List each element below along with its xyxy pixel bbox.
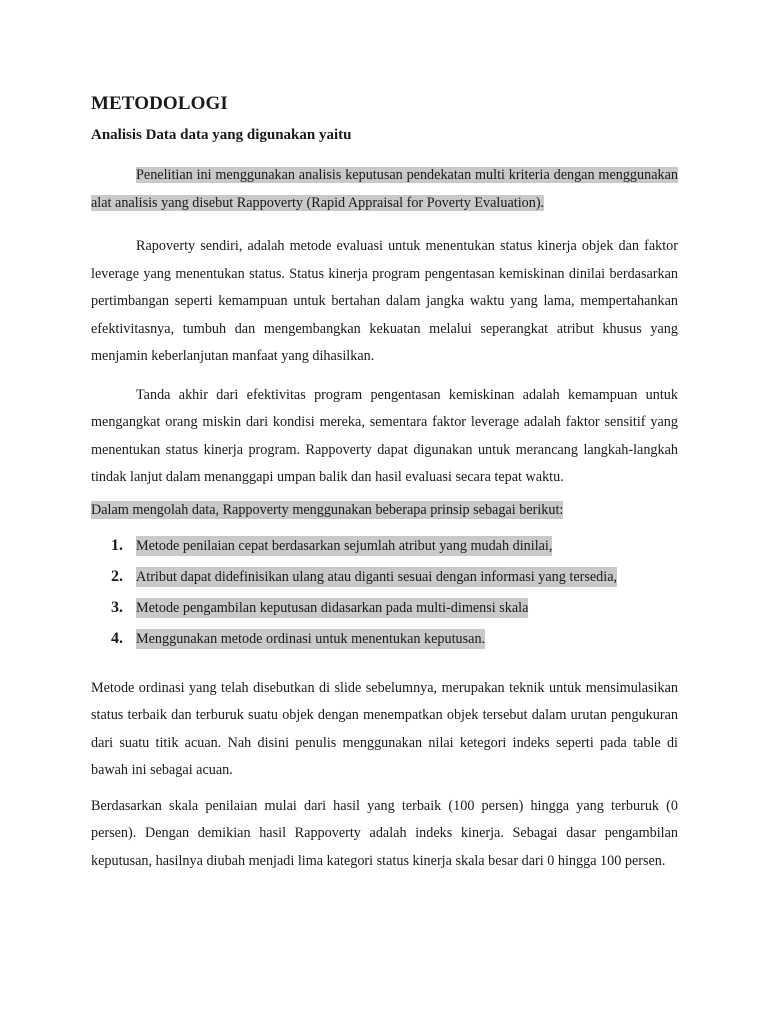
list-item-text [136,631,485,648]
highlighted-text: Atribut dapat didefinisikan ulang atau diganti sesuai dengan informasi yang tersedia, [136,568,618,585]
list-item [91,593,678,624]
paragraph-method-intro [91,162,678,217]
paragraph-scale: Berdasarkan skala penilaian mulai dari hasil yang terbaik (100 persen) hingga yang terburuk (0 persen). Dengan demikian hasil Rappoverty adalah indeks kinerja. Sebagai dasar pengambilan keputusan, hasilnya diubah menjadi lima kategori status kinerja skala besar dari 0 hingga 100 persen. [91,797,678,869]
highlighted-text: Dalam mengolah data, Rappoverty menggunakan beberapa prinsip sebagai berikut: [91,501,564,518]
highlighted-text: Penelitian ini menggunakan analisis keputusan pendekatan multi kriteria dengan menggunakan alat analisis yang disebut Rappoverty (Rapid Appraisal for Poverty Evaluation). [91,167,678,211]
list-item-text [136,569,617,586]
paragraph-effectiveness: Tanda akhir dari efektivitas program pengentasan kemiskinan adalah kemampuan untuk mengangkat orang miskin dari kondisi mereka, sementara faktor leverage adalah faktor sensitif yang menentukan status kinerja program. Rappoverty dapat digunakan untuk merancang langkah-langkah tindak lanjut dalam menanggapi umpan balik dan hasil evaluasi secara tepat waktu. [91,386,678,485]
paragraph-principles-intro [91,499,678,521]
list-number: 3. [111,599,123,616]
paragraph-rapoverty-definition: Rapoverty sendiri, adalah metode evaluasi untuk menentukan status kinerja objek dan faktor leverage yang menentukan status. Status kinerja program pengentasan kemiskinan dinilai berdasarkan pertimbangan seperti kemampuan untuk bertahan dalam jangka waktu yang lama, mempertahankan efektivitasnya, tumbuh dan mengembangkan kekuatan melalui seperangkat atribut khusus yang menjamin keberlanjutan manfaat yang dihasilkan. [91,238,678,364]
list-number: 2. [111,568,123,585]
list-item [91,624,678,655]
list-number: 1. [111,537,123,554]
page-title: METODOLOGI [91,93,228,114]
principles-list [91,531,678,655]
list-item-text [136,538,552,555]
list-item [91,562,678,593]
list-item-text [136,600,528,617]
document-content [91,93,678,875]
highlighted-text: Menggunakan metode ordinasi untuk menentukan keputusan. [136,630,486,647]
highlighted-text: Metode penilaian cepat berdasarkan sejumlah atribut yang mudah dinilai, [136,537,553,554]
list-item [91,531,678,562]
list-number: 4. [111,630,123,647]
paragraph-ordination: Metode ordinasi yang telah disebutkan di slide sebelumnya, merupakan teknik untuk mensimulasikan status terbaik dan terburuk suatu objek dengan menempatkan objek tersebut dalam urutan pengukuran dari suatu titik acuan. Nah disini penulis menggunakan nilai ketegori indeks seperti pada table di bawah ini sebagai acuan. [91,679,678,778]
section-subtitle: Analisis Data data yang digunakan yaitu [91,127,352,143]
highlighted-text: Metode pengambilan keputusan didasarkan pada multi-dimensi skala [136,599,529,616]
